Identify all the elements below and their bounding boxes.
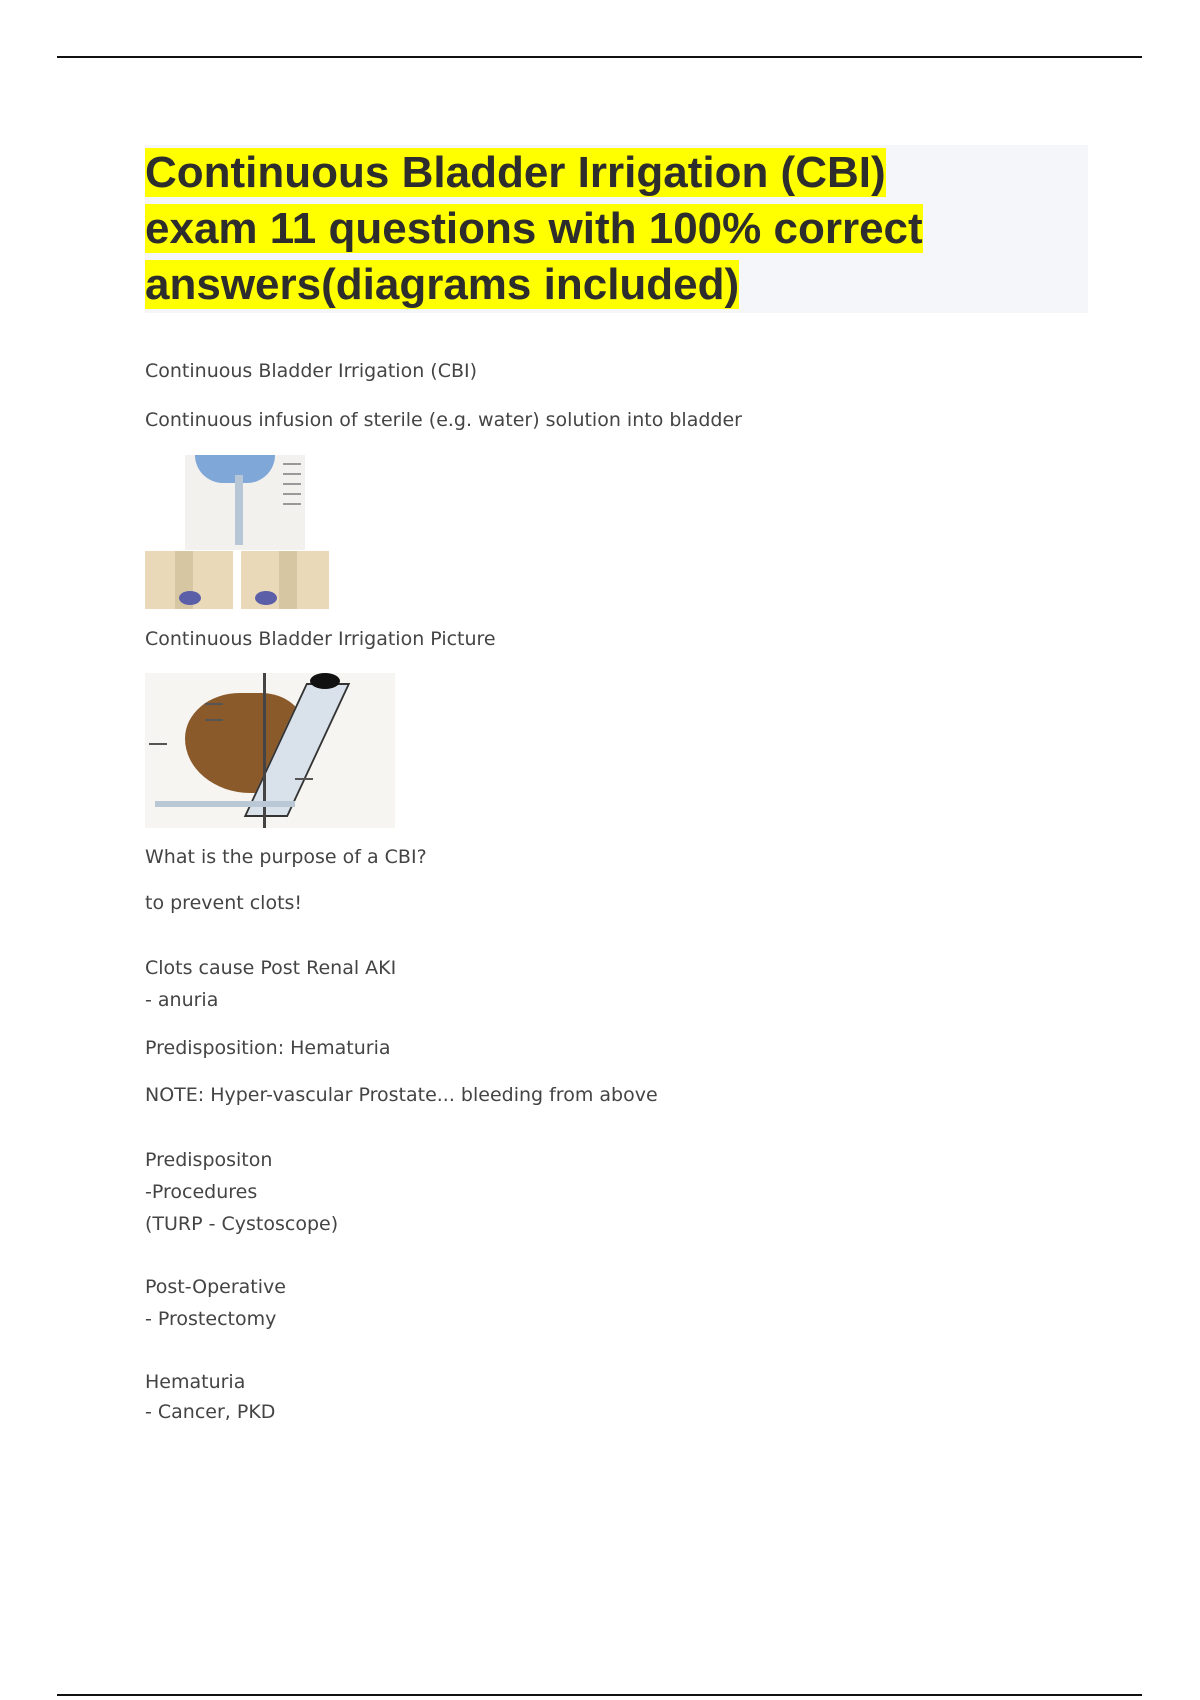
catheter-photo-right xyxy=(241,551,329,609)
title-line-1: Continuous Bladder Irrigation (CBI) xyxy=(145,148,886,197)
definition-text: Continuous infusion of sterile (e.g. water) solution into bladder xyxy=(145,409,742,431)
list-line: Hematuria xyxy=(145,1371,246,1393)
list-line: Predisposition: Hematuria xyxy=(145,1037,391,1059)
title-block xyxy=(145,145,1088,313)
note-line: NOTE: Hyper-vascular Prostate... bleeding from above xyxy=(145,1084,658,1106)
title-line-3: answers(diagrams included) xyxy=(145,260,740,309)
list-line: (TURP - Cystoscope) xyxy=(145,1213,339,1235)
list-line: - Prostectomy xyxy=(145,1308,277,1330)
top-rule xyxy=(57,56,1142,58)
irrigation-bag-illustration xyxy=(185,455,305,550)
bottom-rule xyxy=(57,1694,1142,1696)
list-line: Post-Operative xyxy=(145,1276,286,1298)
cbi-diagram-image xyxy=(145,455,325,610)
answer-text: to prevent clots! xyxy=(145,892,303,914)
document-title xyxy=(145,145,1088,313)
list-line: - anuria xyxy=(145,989,219,1011)
picture-caption: Continuous Bladder Irrigation Picture xyxy=(145,628,496,650)
term-heading: Continuous Bladder Irrigation (CBI) xyxy=(145,360,478,382)
cbi-patient-illustration xyxy=(145,673,395,828)
list-line: - Cancer, PKD xyxy=(145,1401,276,1423)
list-line: -Procedures xyxy=(145,1181,258,1203)
catheter-photo-left xyxy=(145,551,233,609)
question-text: What is the purpose of a CBI? xyxy=(145,846,427,868)
title-line-2: exam 11 questions with 100% correct xyxy=(145,204,923,253)
list-line: Clots cause Post Renal AKI xyxy=(145,957,397,979)
list-line: Predispositon xyxy=(145,1149,273,1171)
